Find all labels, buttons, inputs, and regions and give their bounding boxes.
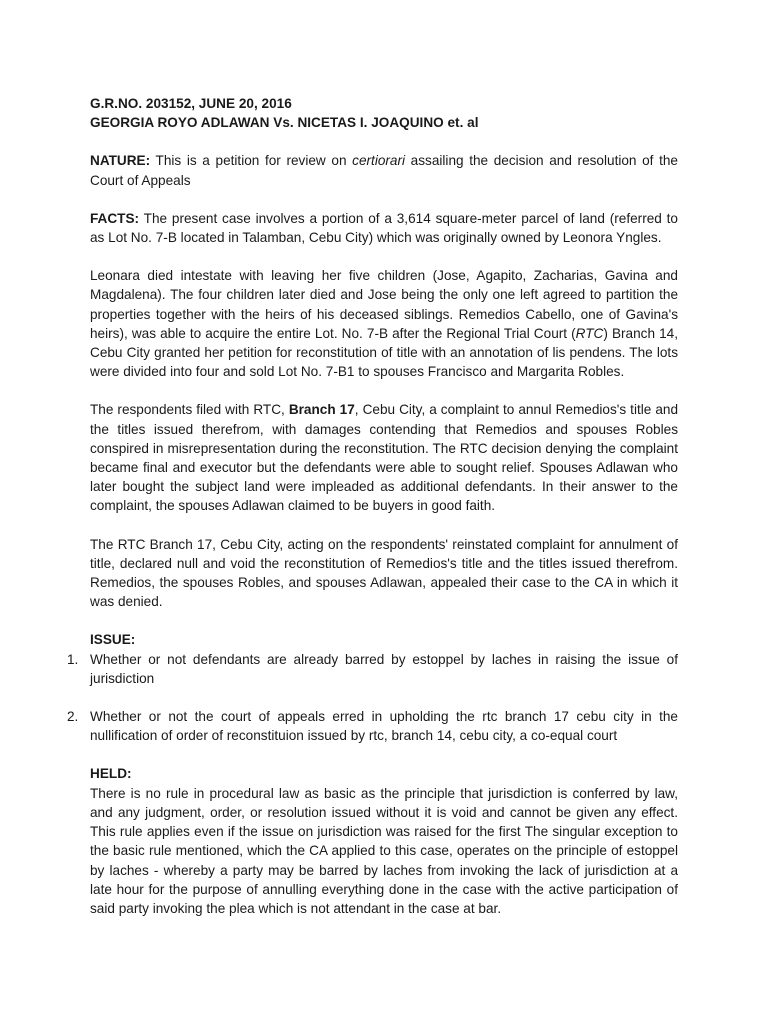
issue-item bbox=[67, 650, 678, 688]
facts-label: FACTS: bbox=[90, 210, 140, 226]
facts-p3-a: The respondents filed with RTC, bbox=[90, 402, 289, 418]
issue-text: Whether or not the court of appeals erred in upholding the rtc branch 17 cebu city in the nullification of order of reconstituion issued by rtc, branch 14, cebu city, a co-equal court bbox=[90, 709, 678, 744]
held-paragraph: There is no rule in procedural law as basic as the principle that jurisdiction is conferred by law, and any judgment, order, or resolution issued without it is void and cannot be given any effect. This rule applies even if the issue on jurisdiction was raised for the first The singular exception to the basic rule mentioned, which the CA applied to this case, operates on the principle of estoppel by laches - whereby a party may be barred by laches from invoking the lack of jurisdiction at a late hour for the purpose of annulling everything done in the case with the active participation of said party invoking the plea which is not attendant in the case at bar. bbox=[90, 785, 678, 916]
nature-label: NATURE: bbox=[90, 153, 151, 169]
facts-text: The present case involves a portion of a 3,614 square-meter parcel of land (referred to as Lot No. 7-B located in Talamban, Cebu City) which was originally owned by Leonora Yngles. bbox=[90, 210, 678, 246]
spacer bbox=[90, 190, 678, 209]
facts-p2-b: ) Branch 14, Cebu City granted her petition for reconstitution of title with an annotation of lis pendens. The lots were divided into four and sold Lot No. 7-B1 to spouses Francisco and Margarita Robles. bbox=[90, 325, 678, 380]
issue-list bbox=[67, 650, 678, 746]
issue-text: Whether or not defendants are already barred by estoppel by laches in raising the issue of jurisdiction bbox=[90, 651, 678, 686]
nature-text-a: This is a petition for review on bbox=[150, 153, 353, 169]
spacer bbox=[90, 745, 678, 764]
case-parties: GEORGIA ROYO ADLAWAN Vs. NICETAS I. JOAQUINO et. al bbox=[90, 115, 479, 131]
facts-p3-bold: Branch 17 bbox=[288, 402, 355, 418]
spacer bbox=[90, 132, 678, 151]
facts-paragraph-4: The RTC Branch 17, Cebu City, acting on the respondents' reinstated complaint for annulment of title, declared null and void the reconstitution of Remedios's title and the titles issued therefrom. Remedios, the spouses Robles, and spouses Adlawan, appealed their case to the CA in which it was denied. bbox=[90, 536, 678, 610]
issue-label: ISSUE: bbox=[90, 632, 136, 648]
nature-text-b: assailing the decision and resolution of the Court of Appeals bbox=[90, 153, 678, 188]
issue-item bbox=[67, 707, 678, 745]
issue-number: 1. bbox=[67, 651, 79, 667]
facts-paragraph bbox=[90, 209, 678, 247]
facts-p2-italic: RTC bbox=[575, 325, 604, 341]
spacer bbox=[90, 381, 678, 400]
spacer bbox=[90, 688, 678, 707]
nature-text-italic: certiorari bbox=[352, 153, 406, 169]
facts-paragraph-3 bbox=[90, 400, 678, 515]
spacer bbox=[90, 516, 678, 535]
held-label: HELD: bbox=[90, 766, 132, 782]
facts-paragraph-2 bbox=[90, 266, 678, 381]
nature-paragraph bbox=[90, 151, 678, 189]
facts-p2-a: Leonara died intestate with leaving her five children (Jose, Agapito, Zacharias, Gavina and Magdalena). The four children later died and Jose being the only one left agreed to partition the properties together with the heirs of his deceased siblings. Remedios Cabello, one of Gavina's heirs), was able to acquire the entire Lot. No. 7-B after the Regional Trial Court ( bbox=[90, 268, 678, 341]
spacer bbox=[90, 247, 678, 266]
spacer bbox=[90, 611, 678, 630]
issue-number: 2. bbox=[67, 709, 79, 725]
case-number: G.R.NO. 203152, JUNE 20, 2016 bbox=[90, 96, 292, 111]
facts-p3-b: , Cebu City, a complaint to annul Remedios's title and the titles issued therefrom, with damages contending that Remedios and spouses Robles conspired in misrepresentation during the reconstitution. The RTC decision denying the complaint became final and executor but the defendants were able to sought relief. Spouses Adlawan who later bought the subject land were impleaded as additional defendants. In their answer to the complaint, the spouses Adlawan claimed to be buyers in good faith. bbox=[90, 402, 678, 514]
